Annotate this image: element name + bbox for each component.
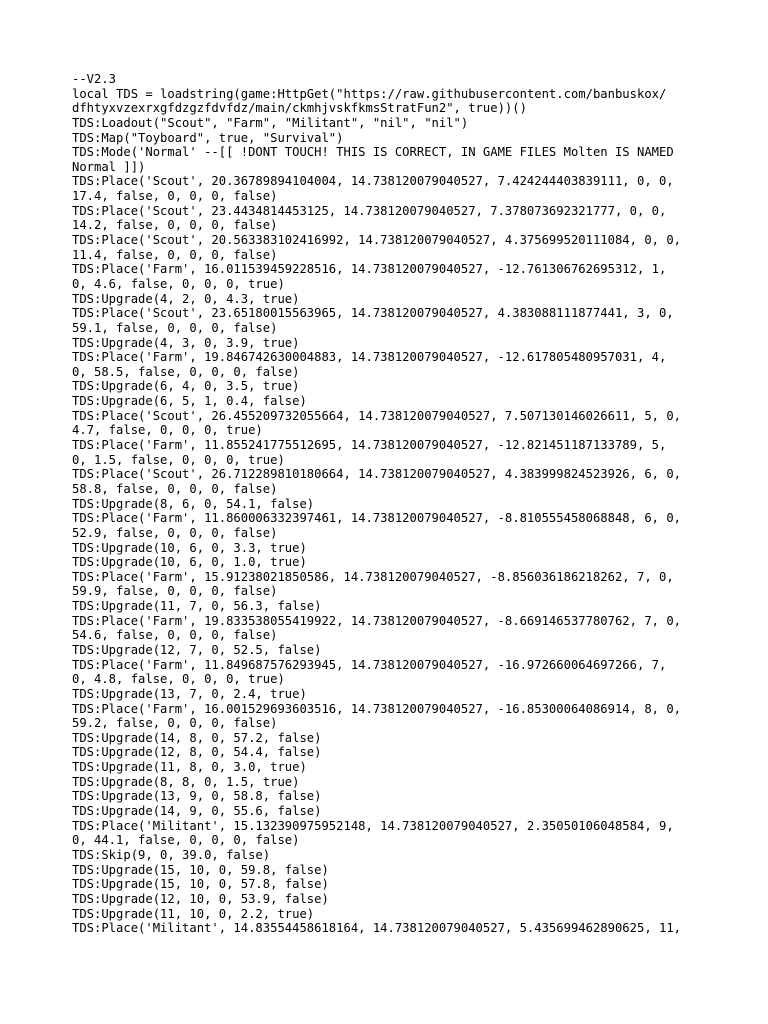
code-line: TDS:Upgrade(11, 8, 0, 3.0, true) [72, 760, 307, 775]
code-line: TDS:Upgrade(4, 3, 0, 3.9, true) [72, 335, 300, 350]
code-line: TDS:Upgrade(13, 7, 0, 2.4, true) [72, 686, 307, 701]
code-line: TDS:Upgrade(12, 7, 0, 52.5, false) [72, 642, 322, 657]
code-line: TDS:Place('Militant', 15.132390975952148, 14.738120079040527, 2.35050106048584, 9, [72, 818, 674, 833]
code-line: 0, 4.6, false, 0, 0, 0, true) [72, 276, 285, 291]
code-line: TDS:Upgrade(6, 5, 1, 0.4, false) [72, 394, 307, 409]
code-line: dfhtyxvzexrxgfdzgzfdvfdz/main/ckmhjvskfkmsStratFun2", true))() [72, 101, 527, 116]
code-line: local TDS = loadstring(game:HttpGet("https://raw.githubusercontent.com/banbuskox/ [72, 86, 667, 101]
code-line: 59.2, false, 0, 0, 0, false) [72, 716, 278, 731]
code-line: TDS:Upgrade(11, 10, 0, 2.2, true) [72, 906, 315, 921]
code-line: TDS:Upgrade(10, 6, 0, 3.3, true) [72, 540, 307, 555]
code-line: TDS:Place('Farm', 15.91238021850586, 14.738120079040527, -8.856036186218262, 7, 0, [72, 569, 674, 584]
document-page [72, 72, 712, 936]
code-line: TDS:Place('Farm', 11.849687576293945, 14.738120079040527, -16.972660064697266, 7, [72, 657, 667, 672]
code-line: 54.6, false, 0, 0, 0, false) [72, 628, 278, 643]
code-line: 52.9, false, 0, 0, 0, false) [72, 525, 278, 540]
code-line: TDS:Upgrade(4, 2, 0, 4.3, true) [72, 291, 300, 306]
code-line: 59.1, false, 0, 0, 0, false) [72, 320, 278, 335]
code-line: TDS:Upgrade(6, 4, 0, 3.5, true) [72, 379, 300, 394]
code-line: TDS:Map("Toyboard", true, "Survival") [72, 130, 344, 145]
code-line: TDS:Place('Farm', 19.846742630004883, 14.738120079040527, -12.617805480957031, 4, [72, 350, 667, 365]
code-line: TDS:Place('Scout', 20.563383102416992, 14.738120079040527, 4.375699520111084, 0, 0, [72, 233, 682, 248]
code-line: 0, 58.5, false, 0, 0, 0, false) [72, 364, 300, 379]
code-line: TDS:Place('Farm', 11.860006332397461, 14.738120079040527, -8.810555458068848, 6, 0, [72, 511, 682, 526]
code-line: 11.4, false, 0, 0, 0, false) [72, 247, 278, 262]
code-line: 14.2, false, 0, 0, 0, false) [72, 218, 278, 233]
code-line: TDS:Place('Scout', 23.4434814453125, 14.738120079040527, 7.378073692321777, 0, 0, [72, 203, 667, 218]
code-line: TDS:Mode('Normal' --[[ !DONT TOUCH! THIS IS CORRECT, IN GAME FILES Molten IS NAMED [72, 145, 674, 160]
code-line: TDS:Place('Scout', 26.712289810180664, 14.738120079040527, 4.383999824523926, 6, 0, [72, 467, 682, 482]
code-line: TDS:Place('Farm', 19.833538055419922, 14.738120079040527, -8.669146537780762, 7, 0, [72, 613, 682, 628]
code-line: 0, 1.5, false, 0, 0, 0, true) [72, 452, 285, 467]
code-line: TDS:Upgrade(13, 9, 0, 58.8, false) [72, 789, 322, 804]
code-line: TDS:Upgrade(11, 7, 0, 56.3, false) [72, 599, 322, 614]
code-line: TDS:Place('Farm', 16.001529693603516, 14.738120079040527, -16.85300064086914, 8, 0, [72, 701, 682, 716]
code-line: 58.8, false, 0, 0, 0, false) [72, 481, 278, 496]
code-line: TDS:Skip(9, 0, 39.0, false) [72, 847, 271, 862]
code-line: 4.7, false, 0, 0, 0, true) [72, 423, 263, 438]
code-line: TDS:Place('Scout', 23.65180015563965, 14.738120079040527, 4.383088111877441, 3, 0, [72, 306, 674, 321]
code-line: TDS:Upgrade(14, 9, 0, 55.6, false) [72, 804, 322, 819]
code-line: Normal ]]) [72, 159, 146, 174]
code-line: 0, 4.8, false, 0, 0, 0, true) [72, 672, 285, 687]
code-block [72, 72, 712, 936]
code-line: 0, 44.1, false, 0, 0, 0, false) [72, 833, 300, 848]
code-line: TDS:Upgrade(12, 8, 0, 54.4, false) [72, 745, 322, 760]
code-line: TDS:Loadout("Scout", "Farm", "Militant", "nil", "nil") [72, 115, 469, 130]
code-line: TDS:Place('Farm', 11.855241775512695, 14.738120079040527, -12.821451187133789, 5, [72, 438, 667, 453]
code-line: 59.9, false, 0, 0, 0, false) [72, 584, 278, 599]
code-line: TDS:Upgrade(14, 8, 0, 57.2, false) [72, 730, 322, 745]
code-line: TDS:Upgrade(10, 6, 0, 1.0, true) [72, 555, 307, 570]
code-line: TDS:Upgrade(15, 10, 0, 59.8, false) [72, 862, 329, 877]
code-line: TDS:Upgrade(8, 8, 0, 1.5, true) [72, 774, 300, 789]
code-line: TDS:Place('Scout', 26.455209732055664, 14.738120079040527, 7.507130146026611, 5, 0, [72, 408, 682, 423]
code-line: TDS:Upgrade(15, 10, 0, 57.8, false) [72, 877, 329, 892]
code-line: TDS:Upgrade(8, 6, 0, 54.1, false) [72, 496, 315, 511]
code-line: TDS:Place('Scout', 20.36789894104004, 14.738120079040527, 7.424244403839111, 0, 0, [72, 174, 674, 189]
code-line: TDS:Place('Militant', 14.83554458618164, 14.738120079040527, 5.435699462890625, 11, [72, 921, 682, 936]
code-line: --V2.3 [72, 72, 117, 86]
code-line: TDS:Upgrade(12, 10, 0, 53.9, false) [72, 891, 329, 906]
code-line: 17.4, false, 0, 0, 0, false) [72, 189, 278, 204]
code-line: TDS:Place('Farm', 16.011539459228516, 14.738120079040527, -12.761306762695312, 1, [72, 262, 667, 277]
